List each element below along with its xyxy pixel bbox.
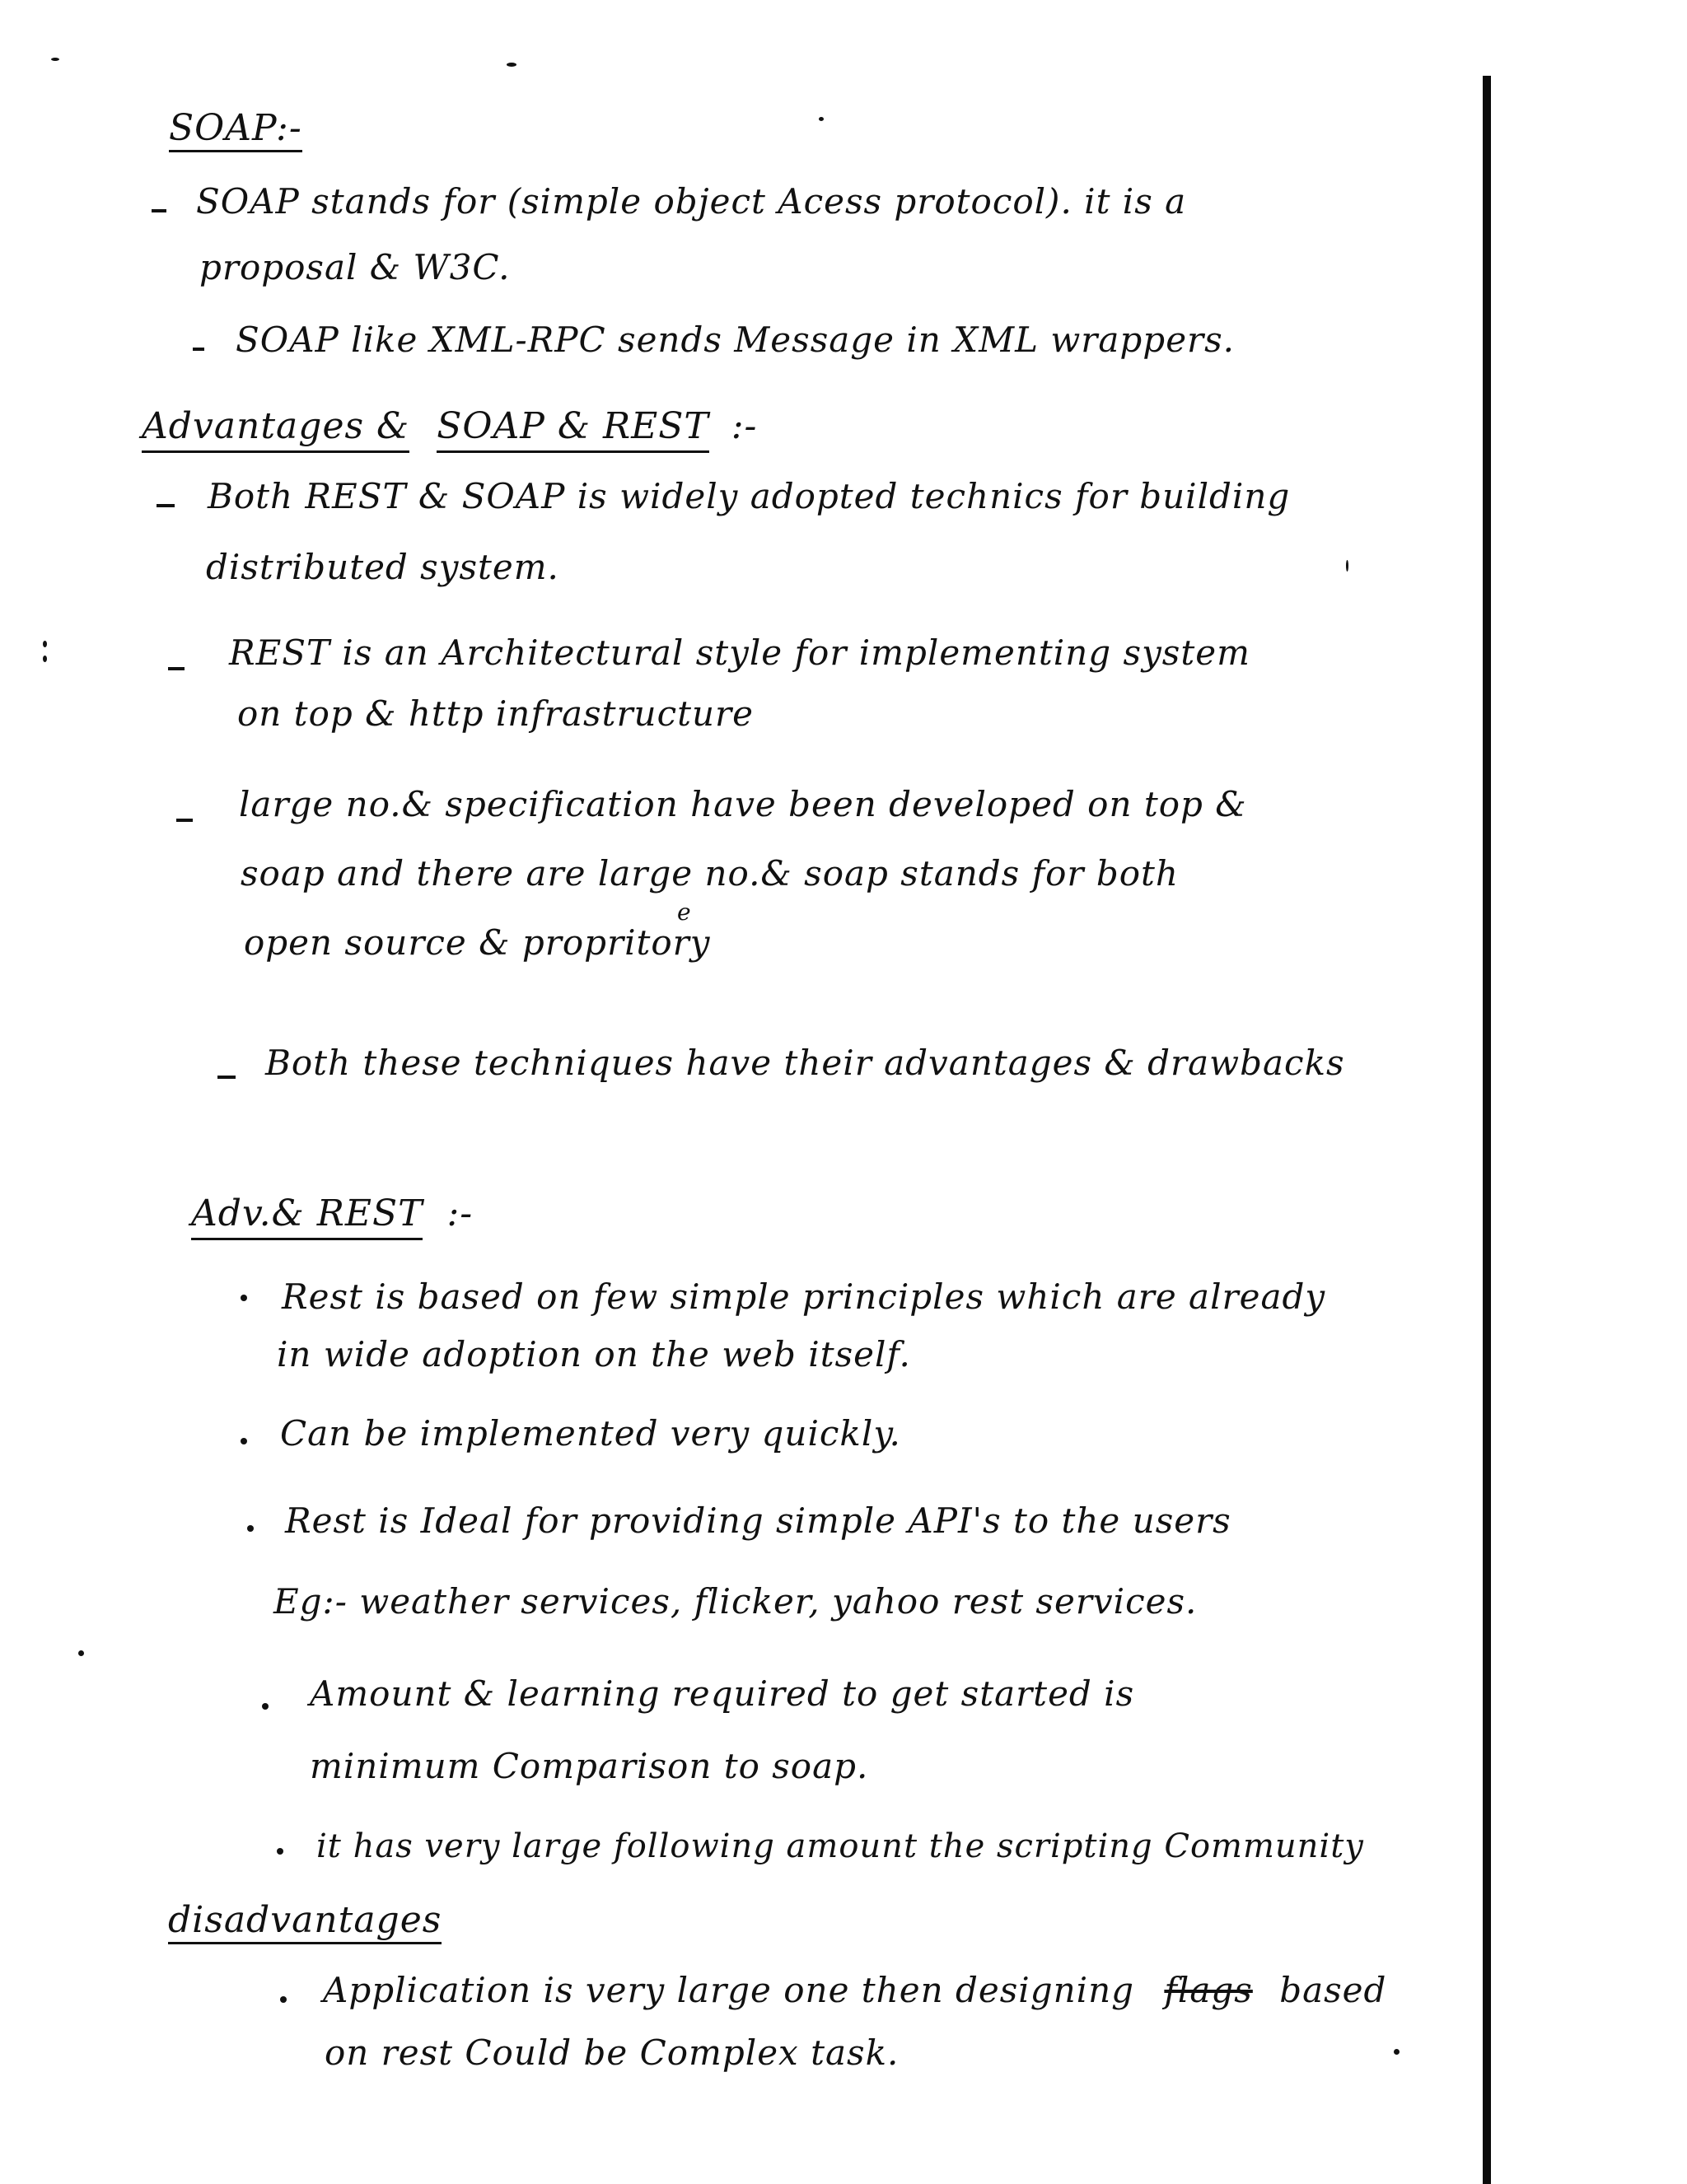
adv-rest-heading-text: Adv.& REST (191, 1192, 423, 1240)
adv-rest-line-6: Amount & learning required to get started is (310, 1673, 1135, 1714)
adv-rest-line-1: Rest is based on few simple principles which are already (282, 1276, 1326, 1317)
bullet-dot (241, 1295, 247, 1301)
adv-rest-heading-suffix: :- (446, 1192, 474, 1234)
dash-marker (193, 348, 204, 351)
scan-speck (1394, 2049, 1400, 2055)
soap-line-3: SOAP like XML-RPC sends Message in XML wrappers. (236, 320, 1236, 360)
dash-marker (176, 819, 193, 822)
advantages-heading-suffix: :- (731, 405, 758, 447)
insertion-mark: e (677, 898, 692, 926)
scan-speck (78, 1650, 84, 1656)
advantages-line-2: distributed system. (206, 547, 559, 587)
crossed-out-word: flags (1164, 1970, 1253, 2010)
adv-rest-line-3: Can be implemented very quickly. (280, 1413, 901, 1454)
bullet-dot (262, 1703, 269, 1710)
scan-speck (51, 58, 59, 61)
scan-speck (1346, 560, 1348, 572)
dash-marker (168, 667, 185, 670)
soap-heading: SOAP:- (169, 110, 302, 152)
dash-marker (152, 209, 166, 212)
advantages-line-4: on top & http infrastructure (237, 693, 754, 734)
dash-marker (157, 504, 175, 507)
disadvantages-line-2: on rest Could be Complex task. (325, 2032, 900, 2073)
bullet-dot (277, 1848, 283, 1855)
bullet-dot (280, 1996, 287, 2003)
advantages-line-3: REST is an Architectural style for implementing system (229, 632, 1250, 673)
adv-rest-line-4: Rest is Ideal for providing simple API's to the users (285, 1500, 1231, 1541)
soap-line-1: SOAP stands for (simple object Acess protocol). it is a (196, 181, 1187, 222)
advantages-heading (142, 405, 758, 447)
advantages-line-7: open source & propritory (244, 922, 711, 963)
adv-rest-line-5: Eg:- weather services, flicker, yahoo rest services. (273, 1581, 1198, 1622)
dash-marker (217, 1076, 236, 1079)
adv-rest-line-8: it has very large following amount the scripting Community (316, 1827, 1364, 1865)
adv-rest-line-2: in wide adoption on the web itself. (277, 1334, 911, 1374)
advantages-line-1: Both REST & SOAP is widely adopted technics for building (208, 476, 1291, 516)
bullet-dot (247, 1525, 254, 1532)
disadvantages-heading: disadvantages (168, 1902, 442, 1944)
advantages-heading-part1: Advantages & (142, 405, 409, 453)
disadvantages-line-1-end: based (1279, 1970, 1387, 2010)
adv-rest-line-7: minimum Comparison to soap. (310, 1746, 869, 1786)
soap-line-2: proposal & W3C. (199, 247, 511, 287)
bullet-dot (241, 1438, 247, 1444)
disadvantages-line-1-text: Application is very large one then designing (323, 1970, 1135, 2010)
scan-speck (43, 656, 47, 662)
disadvantages-line-1 (323, 1970, 1387, 2010)
advantages-line-8: Both these techniques have their advantages & drawbacks (265, 1043, 1345, 1083)
scan-speck (43, 641, 47, 647)
adv-rest-heading (191, 1192, 474, 1234)
advantages-heading-part2: SOAP & REST (437, 405, 708, 453)
advantages-line-6: soap and there are large no.& soap stands for both (241, 853, 1179, 894)
advantages-line-5: large no.& specification have been developed on top & (239, 784, 1247, 824)
page-edge-line (1483, 76, 1491, 2184)
scan-speck (507, 63, 516, 67)
scan-speck (819, 117, 824, 121)
